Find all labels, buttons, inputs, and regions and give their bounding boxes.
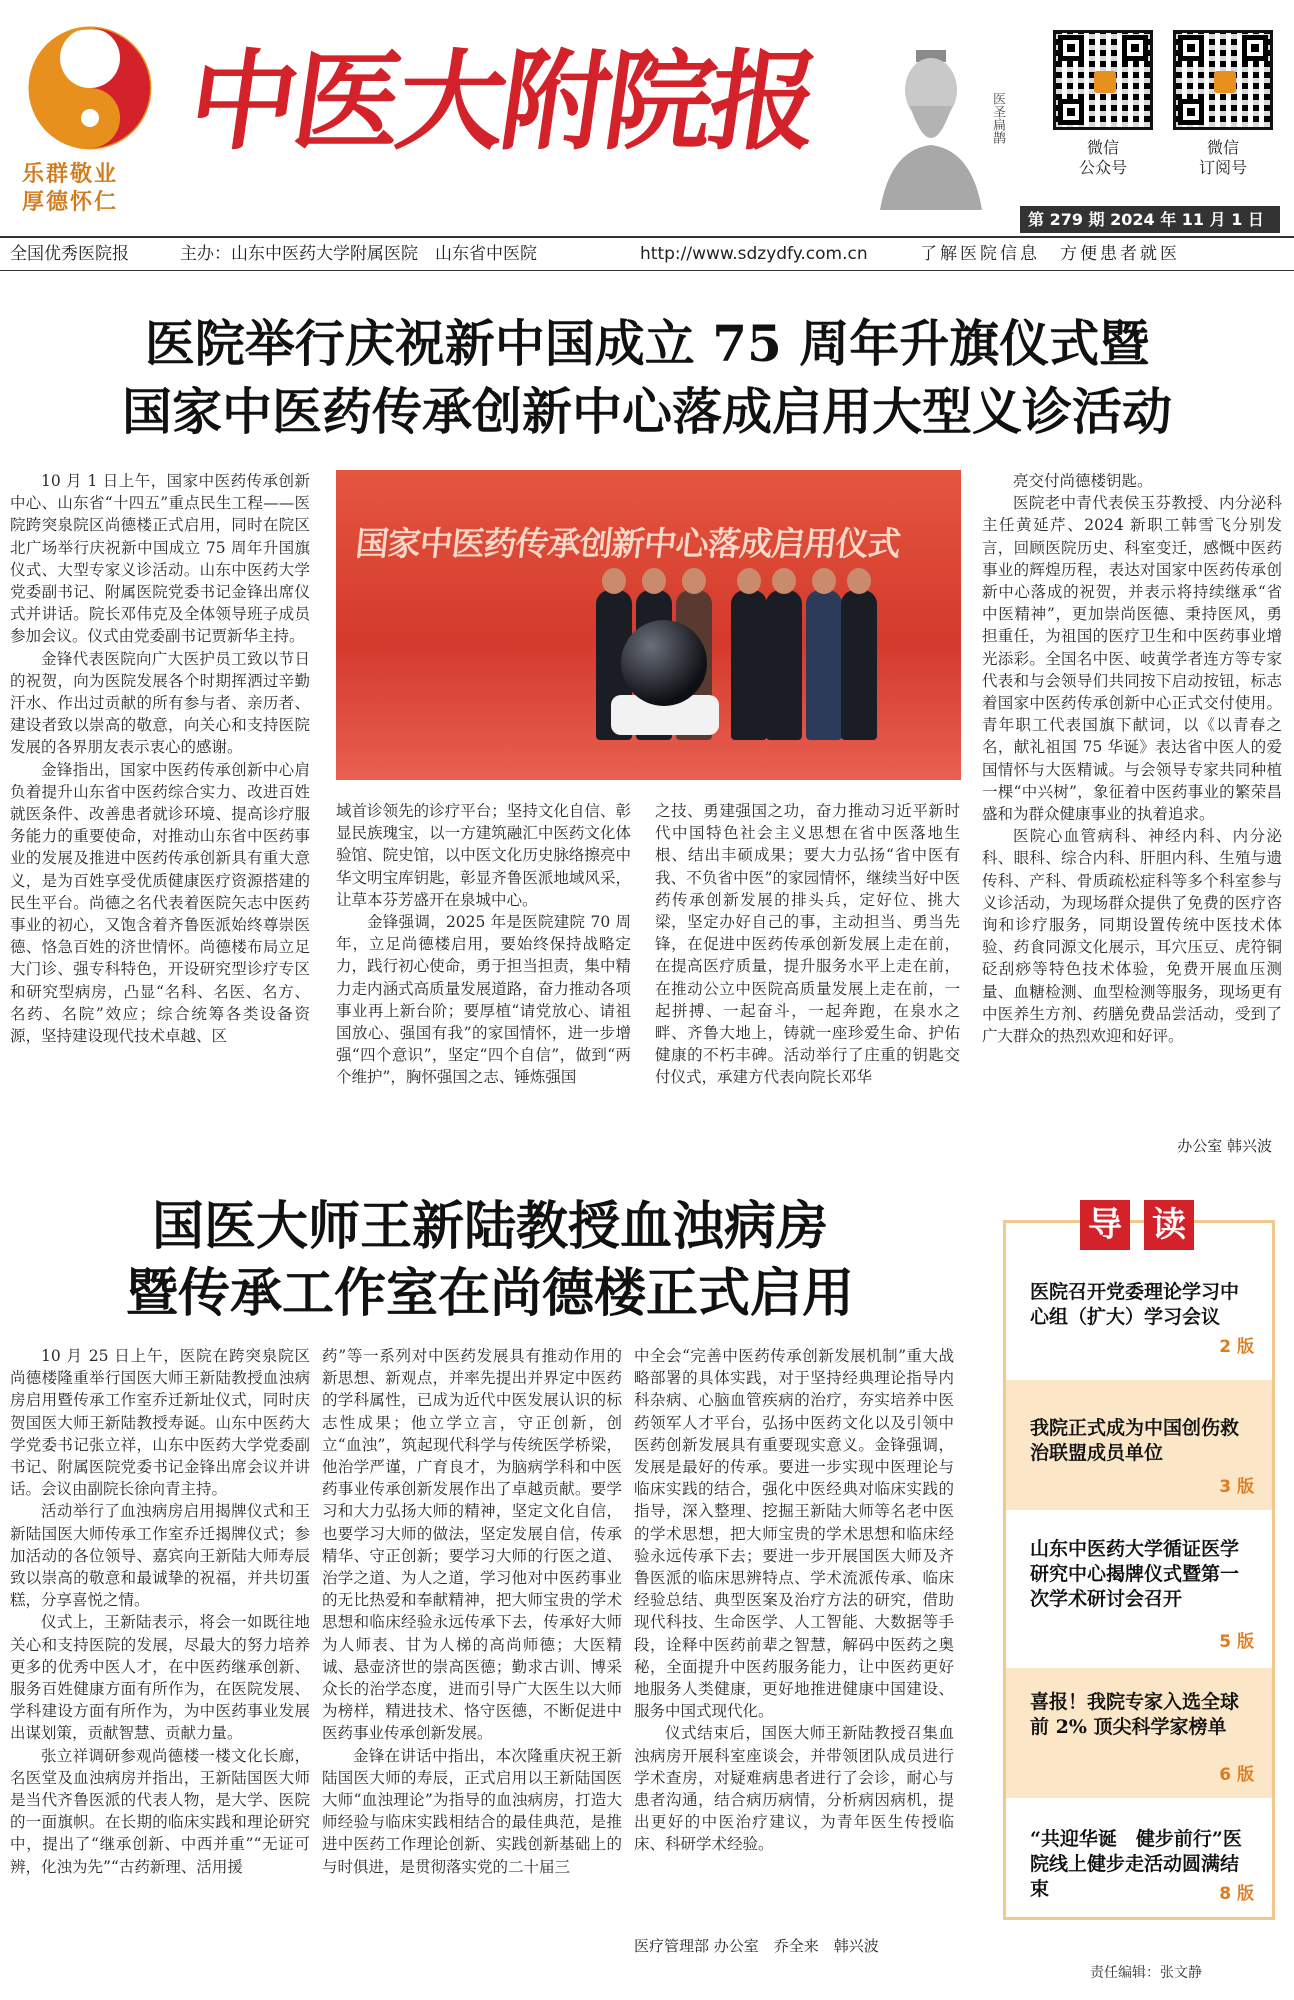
guide-item[interactable]: 医院召开党委理论学习中心组（扩大）学习会议 2 版 [1006, 1270, 1272, 1370]
article1-column-3: 之技、勇建强国之功，奋力推动习近平新时代中国特色社会主义思想在省中医落地生根、结出丰硕成果；要大力弘扬“省中医有我、不负省中医”的家园情怀，继续当好中医药传承创新发展的排头兵，定好位、挑大梁，坚定办好自己的事，主动担当、勇当先锋，在促进中医药传承创新发展上走在前，在提高医疗质量，提升服务水平上走在前，在推动公立中医院高质量发展上走在前，一起拼搏、一起奋斗，一起奔跑，在泉水之畔、齐鲁大地上，铸就一座珍爱生命、护佑健康的不朽丰碑。活动举行了庄重的钥匙交付仪式，承建方代表向院长邓华 [655, 802, 960, 1087]
guide-page-number: 8 版 [1219, 1884, 1254, 1904]
guide-title-char: 导 [1080, 1200, 1130, 1250]
info-bar [0, 240, 1294, 268]
editor-credit: 责任编辑：张文静 [1090, 1965, 1202, 1981]
wechat-subscription-qr[interactable] [1173, 30, 1273, 130]
article2-column-1: 10 月 25 日上午，医院在跨突泉院区尚德楼隆重举行国医大师王新陆教授血浊病房启用暨传承工作室乔迁新址仪式，同时庆贺国医大师王新陆教授寿诞。山东中医药大学党委书记张立祥，山东中医药大学党委副书记、附属医院党委书记金锋出席会议并讲话。会议由副院长徐向青主持。 活动举行了血浊病房启用揭牌仪式和王新陆国医大师传承工作室乔迁揭牌仪式；参加活动的各位领导、嘉宾向王新陆大师寿辰致以崇高的敬意和最诚挚的祝福，并共切蛋糕，分享喜悦之情。 仪式上，王新陆表示，将会一如既往地关心和支持医院的发展，尽最大的努力培养更多的优秀中医人才，在中医药继承创新、服务百姓健康方面有所作为，在医院发展、学科建设方面有所作为，为中医药事业发展出谋划策，贡献智慧、贡献力量。 张立祥调研参观尚德楼一楼文化长廊，名医堂及血浊病房并指出，王新陆国医大师是当代齐鲁医派的代表人物，是大学、医院的一面旗帜。在长期的临床实践和理论研究中，提出了“继承创新、中西并重”“无证可辨，化浊为先”“古药新理、活用援 [10, 1347, 310, 1876]
divider [0, 236, 1294, 238]
article1-signature: 办公室 韩兴波 [1177, 1137, 1272, 1155]
hospital-logo [20, 18, 160, 158]
guide-title [1080, 1200, 1194, 1250]
qr2-label: 微信 订阅号 [1198, 138, 1247, 177]
wechat-official-qr[interactable] [1053, 30, 1153, 130]
guide-item[interactable]: 我院正式成为中国创伤救治联盟成员单位 3 版 [1006, 1380, 1272, 1510]
guide-page-number: 5 版 [1219, 1632, 1254, 1652]
slogan [22, 160, 118, 216]
newspaper-title: 中医大附院报 [181, 39, 823, 165]
sponsor-text: 主办：山东中医药大学附属医院 山东省中医院 [180, 244, 537, 264]
website-link[interactable]: http://www.sdzydfy.com.cn [640, 244, 868, 264]
article2-column-3: 中全会“完善中医药传承创新发展机制”重大战略部署的具体实践，对于坚持经典理论指导内科杂病、心脑血管疾病的治疗，夯实培养中医药领军人才平台，弘扬中医药文化以及引领中医药创新发展具有重要现实意义。金锋强调，发展是最好的传承。要进一步实现中医理论与临床实践的结合，强化中医经典对临床实践的指导，深入整理、挖掘王新陆大师等名老中医的学术思想，把大师宝贵的学术思想和临床经验永远传承下去；要进一步开展国医大师及齐鲁医派的临床思辨特点、学术流派传承、临床经验总结、典型医案及治疗方法的研究，借助现代科技、生命医学、人工智能、大数据等手段，诠释中医药前辈之智慧，解码中医药之奥秘，全面提升中医药服务能力，让中医药更好地服务人类健康，更好地推进健康中国建设、服务中国式现代化。 仪式结束后，国医大师王新陆教授召集血浊病房开展科室座谈会，并带领团队成员进行学术查房，对疑难病患者进行了会诊，耐心与患者沟通，结合病历病情，分析病因病机，提出更好的中医治疗建议，为青年医生传授临床、科研学术经验。 [634, 1347, 954, 1854]
article2-signature: 医疗管理部 办公室 乔全来 韩兴波 [634, 1937, 879, 1955]
article2-column-2: 药”等一系列对中医药发展具有推动作用的新思想、新观点，并率先提出并界定中医药的学科属性，已成为近代中医发展认识的标志性成果；他立学立言，守正创新，创立“血浊”，筑起现代科学与传统医学桥梁，他治学严谨，广育良才，为脑病学科和中医药事业传承创新发展作出了卓越贡献。要学习和大力弘扬大师的精神，坚定文化自信，也要学习大师的做法，坚定发展自信，传承精华、守正创新；要学习大师的行医之道、治学之道、为人之道，学习他对中医药事业的无比热爱和奉献精神，把大师宝贵的学术思想和临床经验永远传承下去，传承好大师为人师表、甘为人梯的高尚师德；大医精诚、悬壶济世的崇高医德；勤求古训、博采众长的治学态度，进而引导广大医生以大师为榜样，精进技术、恪守医德，不断促进中医药事业传承创新发展。 金锋在讲话中指出，本次隆重庆祝王新陆国医大师的寿辰，正式启用以王新陆国医大师“血浊理论”为指导的血浊病房，打造大师经验与临床实践相结合的最佳典范，是推进中医药工作理论创新、实践创新基础上的与时俱进，是贯彻落实党的二十届三 [322, 1347, 622, 1876]
motto-text: 了解医院信息 方便患者就医 [920, 244, 1180, 264]
statue-caption: 医圣扁鹊 [990, 92, 1005, 144]
article1-title-line1: 医院举行庆祝新中国成立 75 周年升旗仪式暨 [144, 314, 1150, 373]
guide-item[interactable]: 喜报！我院专家入选全球前 2% 顶尖科学家榜单 6 版 [1006, 1668, 1272, 1798]
award-text: 全国优秀医院报 [10, 244, 129, 264]
article2-title-line2: 暨传承工作室在尚德楼正式启用 [125, 1263, 854, 1324]
article1-column-2: 域首诊领先的诊疗平台；坚持文化自信、彰显民族瑰宝，以一方建筑融汇中医药文化体验馆、院史馆，以中医文化历史脉络擦亮中华文明宝库钥匙，彰显齐鲁医派地域风采，让草本芬芳盛开在泉城中心。 金锋强调，2025 年是医院建院 70 周年，立足尚德楼启用，要始终保持战略定力，践行初心使命，勇于担当担责，集中精力走内涵式高质量发展道路，奋力推动各项事业再上新台阶；要厚植“请党放心、请祖国放心、强国有我”的家国情怀，进一步增强“四个意识”，坚定“四个自信”，做到“两个维护”，胸怀强国之志、锤炼强国 [336, 802, 631, 1087]
ceremony-photo [336, 470, 961, 780]
article2-title-line1: 国医大师王新陆教授血浊病房 [151, 1196, 828, 1257]
guide-item[interactable]: “共迎华诞 健步前行”医院线上健步走活动圆满结束 8 版 [1006, 1805, 1272, 1917]
article1-column-1: 10 月 1 日上午，国家中医药传承创新中心、山东省“十四五”重点民生工程——医院跨突泉院区尚德楼正式启用，同时在院区北广场举行庆祝新中国成立 75 周年升国旗仪式、大型专家义诊活动。山东中医药大学党委副书记、附属医院党委书记金锋出席仪式并讲话。院长邓伟克及全体领导班子成员参加会议。仪式由党委副书记贾新华主持。 金锋代表医院向广大医护员工致以节日的祝贺，向为医院发展各个时期挥洒过辛勤汗水、作出过贡献的所有参与者、亲历者、建设者致以崇高的敬意，向关心和支持医院发展的各界朋友表示衷心的感谢。 金锋指出，国家中医药传承创新中心肩负着提升山东省中医药综合实力、改进百姓就医条件、改善患者就诊环境、提高诊疗服务能力的重要使命，对推动山东省中医药事业的发展及推进中医药传承创新具有重大意义，是为百姓享受优质健康医疗资源搭建的民生平台。尚德之名代表着医院矢志中医药事业的初心，又饱含着齐鲁医派始终尊崇医德、恪急百姓的济世情怀。尚德楼布局立足大门诊、强专科特色，开设研究型诊疗专区和研究型病房，凸显“名科、名医、名方、名药、名院”效应；综合统筹各类设备资源，坚持建设现代技术卓越、区 [10, 472, 310, 1046]
guide-page-number: 2 版 [1219, 1337, 1254, 1357]
issue-info: 第 279 期 2024 年 11 月 1 日 [1020, 206, 1280, 233]
guide-page-number: 6 版 [1219, 1765, 1254, 1785]
bust-statue-image [870, 40, 1000, 210]
divider [0, 270, 1294, 271]
article1-column-4: 亮交付尚德楼钥匙。 医院老中青代表侯玉芬教授、内分泌科主任黄延芹、2024 新职工韩雪飞分别发言，回顾医院历史、科室变迁，感慨中医药事业的辉煌历程，表达对国家中医药传承创新中心落成的祝贺，并表示将持续继承“省中医精神”，更加崇尚医德、秉持医风，勇担重任，为祖国的医疗卫生和中医药事业增光添彩。全国名中医、岐黄学者连方等专家代表和与会领导们共同按下启动按钮，标志着国家中医药传承创新中心正式交付使用。青年职工代表国旗下献词，以《以青春之名，献礼祖国 75 华诞》表达省中医人的爱国情怀与大医精诚。与会领导专家共同种植一棵“中兴树”，象征着中医药事业的繁荣昌盛和为群众健康事业的执着追求。 医院心血管病科、神经内科、内分泌科、眼科、综合内科、肝胆内科、生殖与遗传科、产科、骨质疏松症科等多个科室参与义诊活动，为现场群众提供了免费的医疗咨询和诊疗服务，同期设置传统中医技术体验、药食同源文化展示，耳穴压豆、虎符铜砭刮痧等特色技术体验，免费开展血压测量、血糖检测、血型检测等服务，现场更有中医养生方剂、药膳免费品尝活动，受到了广大群众的热烈欢迎和好评。 [982, 472, 1282, 1046]
qr1-label: 微信 公众号 [1078, 138, 1127, 177]
slogan-line-2: 厚德怀仁 [22, 189, 119, 215]
article1-title-line2: 国家中医药传承创新中心落成启用大型义诊活动 [122, 382, 1172, 441]
guide-title-char: 读 [1144, 1200, 1194, 1250]
guide-page-number: 3 版 [1219, 1477, 1254, 1497]
slogan-line-1: 乐群敬业 [22, 161, 119, 187]
guide-item[interactable]: 山东中医药大学循证医学研究中心揭牌仪式暨第一次学术研讨会召开 5 版 [1006, 1515, 1272, 1665]
photo-banner-text: 国家中医药传承创新中心落成启用仪式 [353, 524, 902, 563]
